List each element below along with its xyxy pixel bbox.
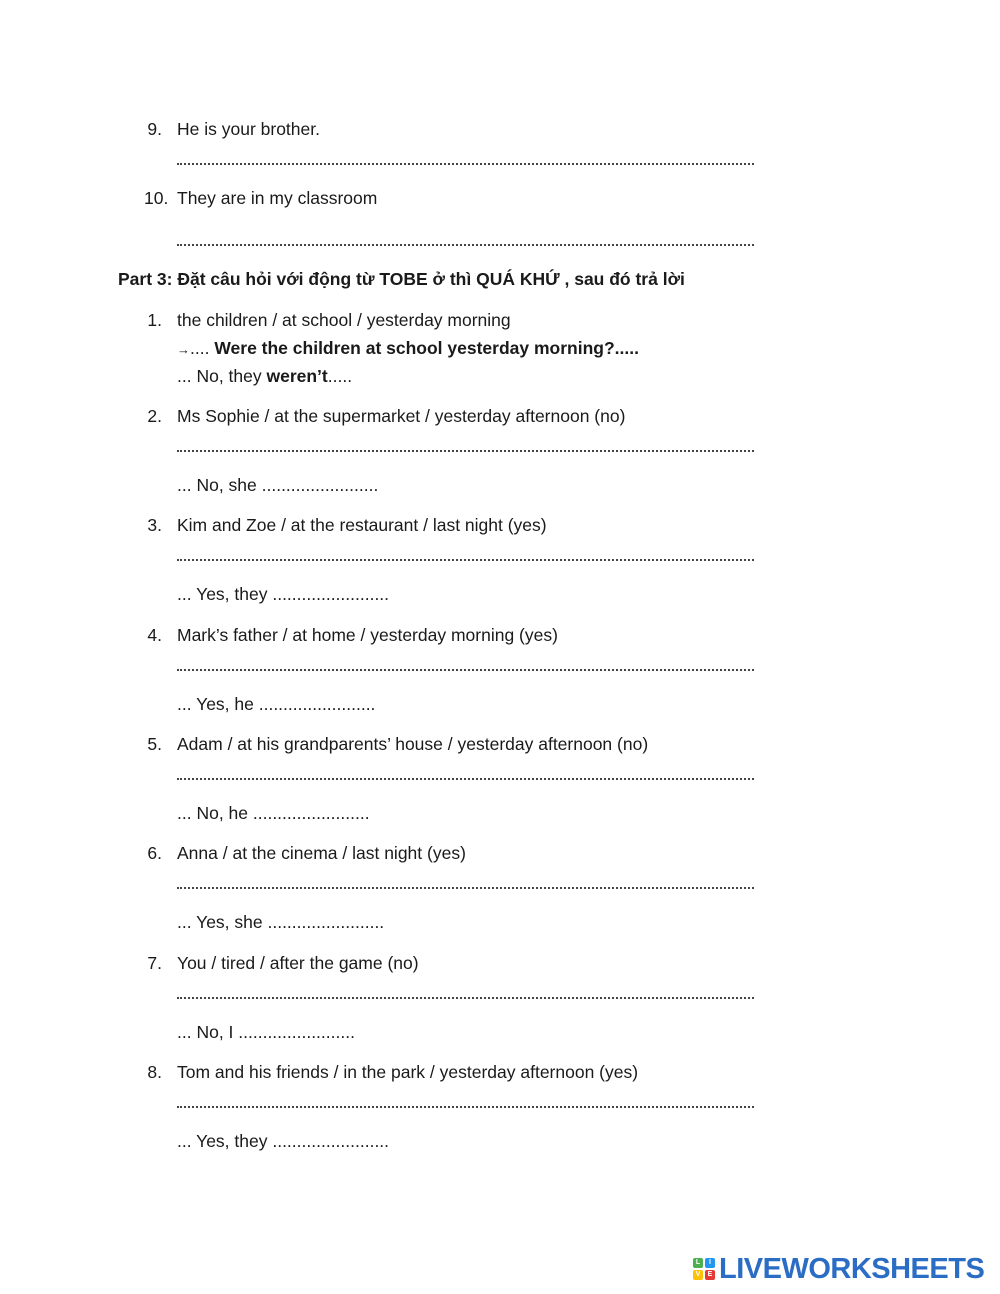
item-number: 2. [147,406,162,426]
item-prompt: Adam / at his grandparents’ house / yesterday afternoon (no) [177,734,649,754]
item-number: 1. [147,310,162,330]
item-number: 10. [144,188,169,208]
answer-line[interactable] [177,775,754,780]
item-sentence: They are in my classroom [177,188,378,208]
answer-line[interactable] [177,556,754,561]
logo-tile: V [693,1270,703,1280]
item-number: 3. [147,515,162,535]
answer-line[interactable] [177,994,754,999]
item-sentence: He is your brother. [177,119,320,139]
item-number: 5. [147,734,162,754]
item-prompt: Mark’s father / at home / yesterday morning (yes) [177,625,558,645]
item-reply[interactable]: ... Yes, they ........................ [177,584,390,604]
item-prompt: Ms Sophie / at the supermarket / yesterday afternoon (no) [177,406,626,426]
reply-suffix: ..... [327,366,353,386]
answer-line[interactable] [177,1103,754,1108]
item-reply[interactable]: ... No, I ........................ [177,1022,355,1042]
logo-tile: L [693,1258,703,1268]
item-reply[interactable]: ... No, he ........................ [177,803,370,823]
logo-tile: I [705,1258,715,1268]
answer-line[interactable] [177,884,754,889]
answer-line[interactable] [177,447,754,452]
example-answer [177,337,639,361]
item-prompt: Kim and Zoe / at the restaurant / last night (yes) [177,515,547,535]
item-reply[interactable]: ... Yes, he ........................ [177,694,376,714]
item-prompt: Anna / at the cinema / last night (yes) [177,843,466,863]
item-prompt: Tom and his friends / in the park / yesterday afternoon (yes) [177,1062,639,1082]
item-prompt: You / tired / after the game (no) [177,953,419,973]
logo-mark-icon [693,1258,715,1280]
answer-line[interactable] [177,241,754,246]
item-number: 7. [147,953,162,973]
answer-line[interactable] [177,666,754,671]
logo-tile: E [705,1270,715,1280]
arrow-icon: → [177,342,190,357]
item-reply[interactable]: ... Yes, she ........................ [177,912,385,932]
item-number: 9. [147,119,162,139]
item-prompt: the children / at school / yesterday morning [177,310,511,330]
reply-prefix: ... No, they [177,366,267,386]
logo-text: LIVEWORKSHEETS [719,1252,985,1285]
item-number: 8. [147,1062,162,1082]
item-number: 6. [147,843,162,863]
section-heading: Part 3: Đặt câu hỏi với động từ TOBE ở thì QUÁ KHỨ , sau đó trả lời [118,269,685,289]
answer-prefix: .... [190,338,210,358]
item-reply[interactable]: ... Yes, they ........................ [177,1131,390,1151]
answer-question: Were the children at school yesterday morning?..... [214,338,639,358]
item-number: 4. [147,625,162,645]
item-reply[interactable]: ... No, she ........................ [177,475,379,495]
example-reply [177,365,352,387]
answer-line[interactable] [177,160,754,165]
liveworksheets-logo [693,1252,984,1286]
reply-verb: weren’t [266,366,328,386]
